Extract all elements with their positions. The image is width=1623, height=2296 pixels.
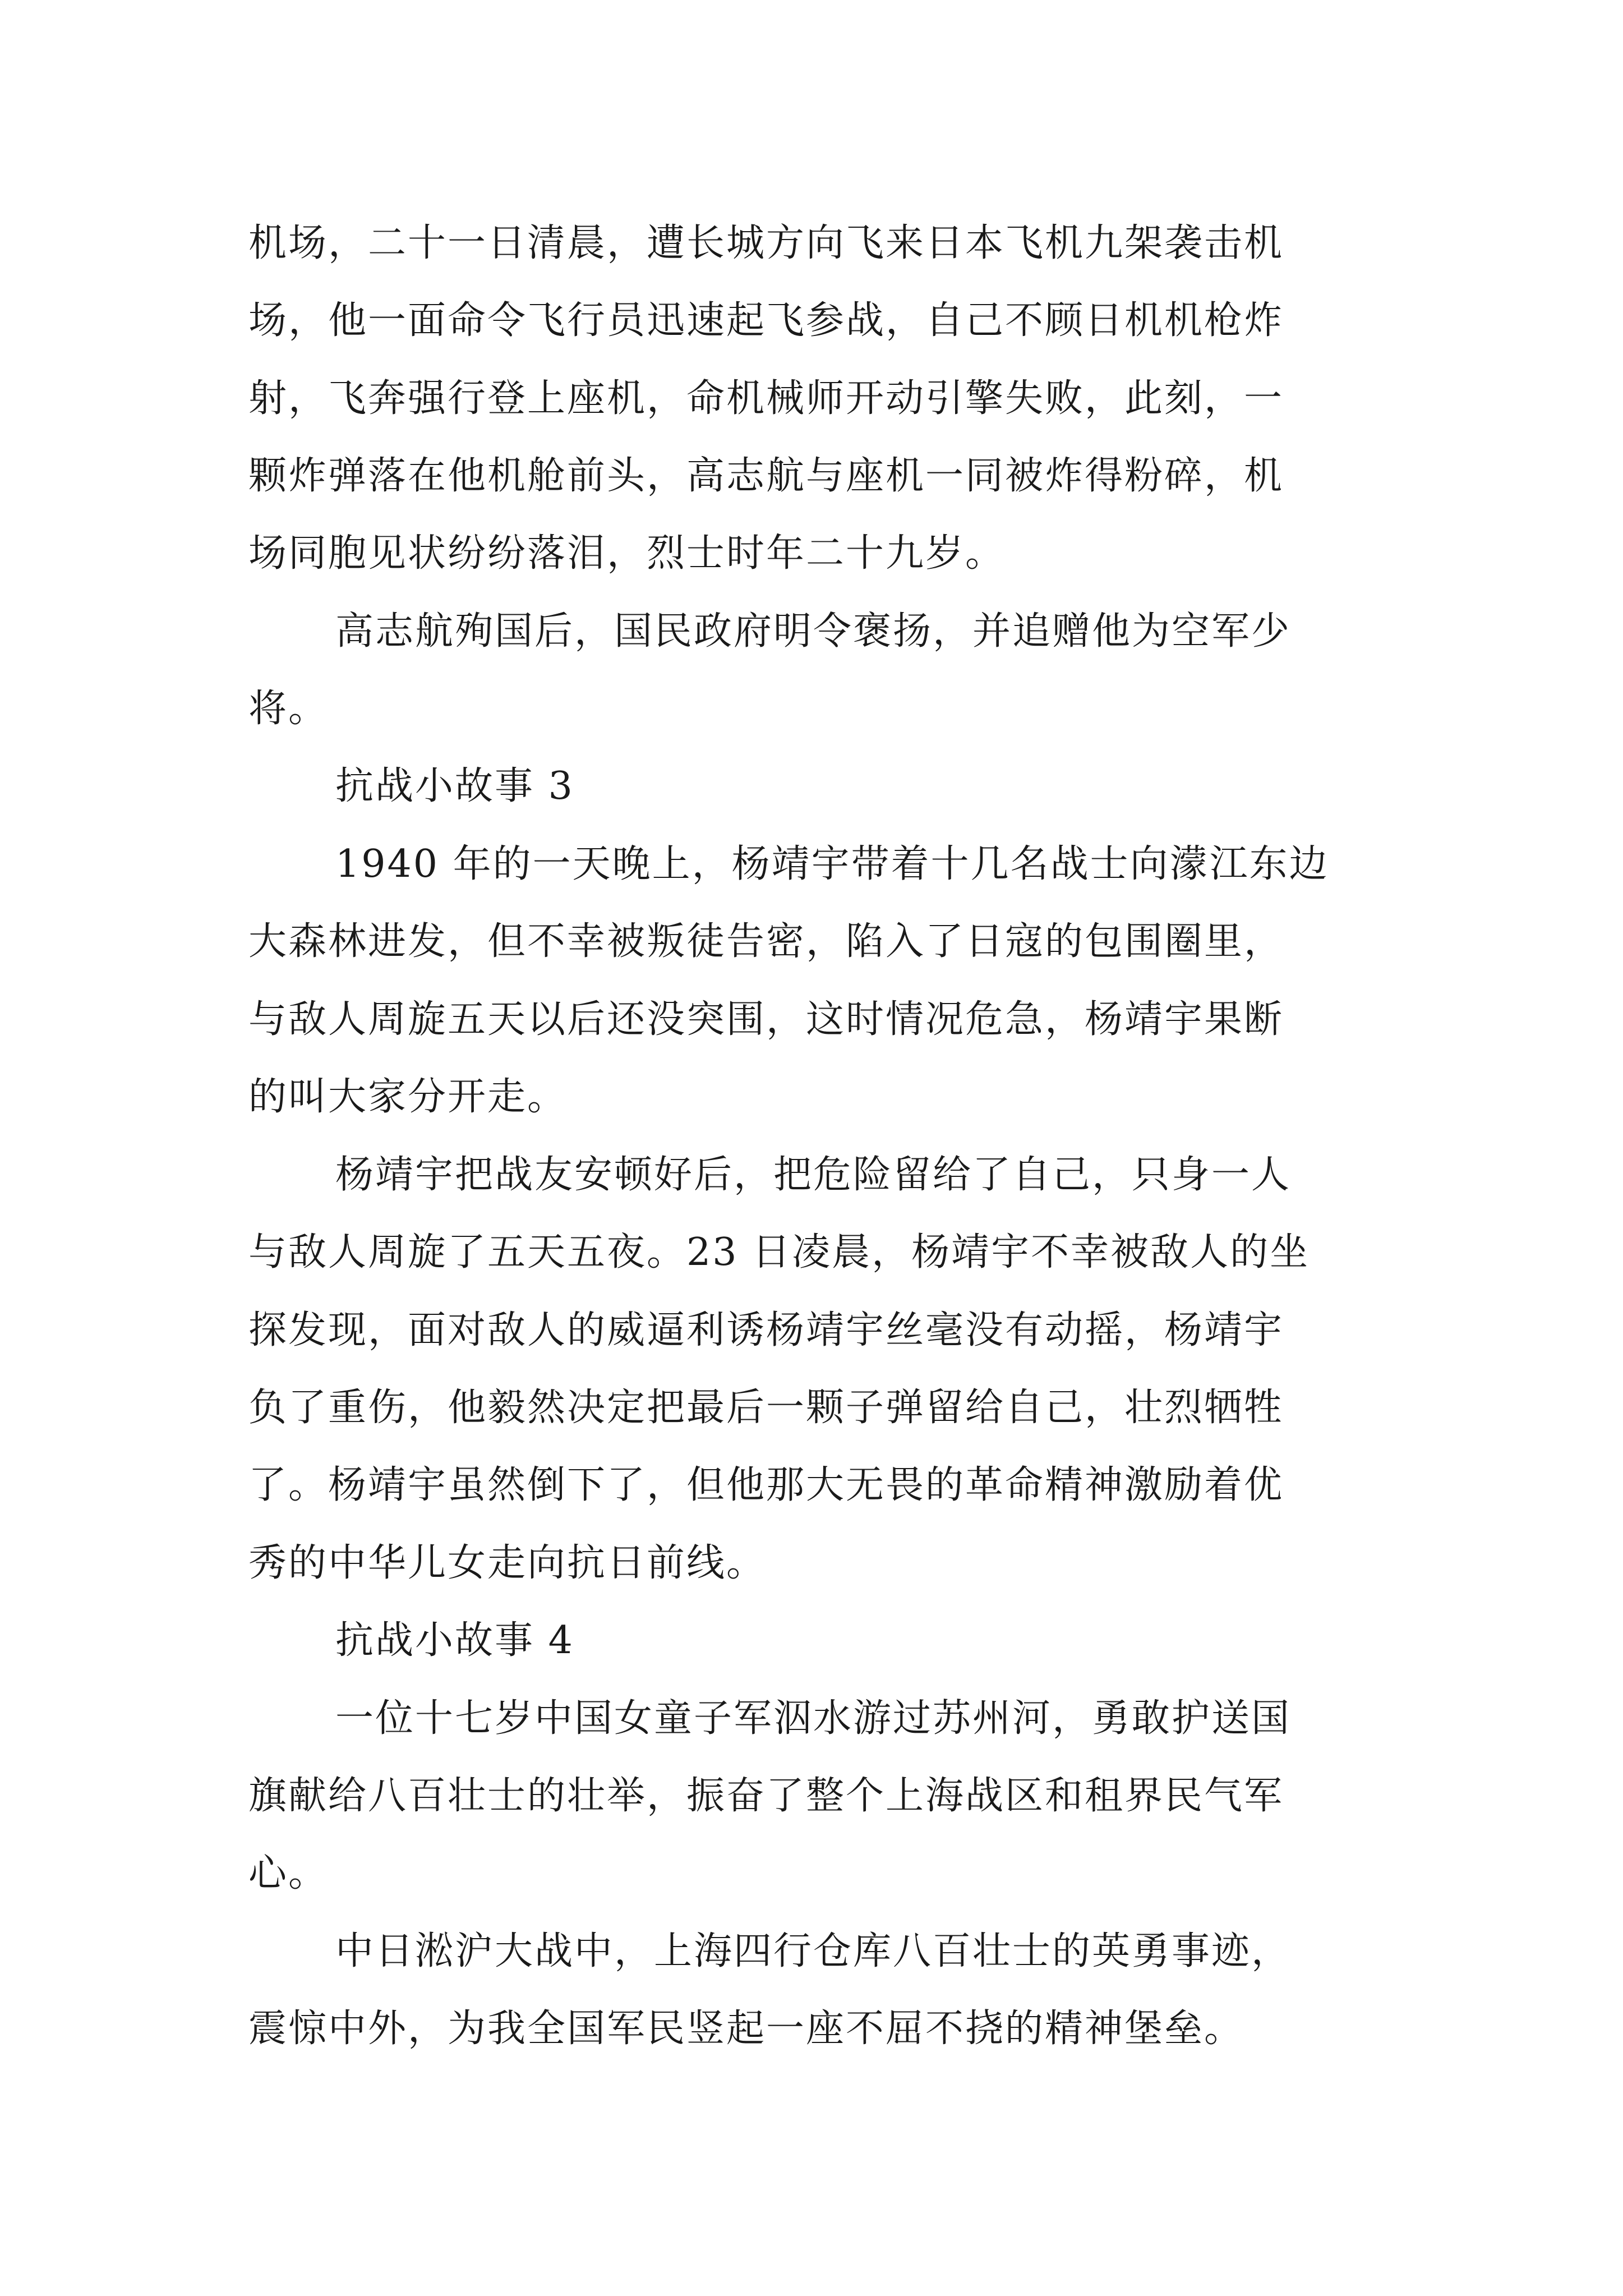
text-line: 旗献给八百壮士的壮举，振奋了整个上海战区和租界民气军 [248, 1774, 1284, 1818]
text-line: 场，他一面命令飞行员迅速起飞参战，自己不顾日机机枪炸 [248, 298, 1284, 343]
text-line: 的叫大家分开走。 [248, 1075, 568, 1119]
text-line: 1940 年的一天晚上，杨靖宇带着十几名战士向濛江东边 [335, 842, 1329, 886]
text-line: 机场，二十一日清晨，遭长城方向飞来日本飞机九架袭击机 [248, 221, 1284, 265]
text-line: 了。杨靖宇虽然倒下了，但他那大无畏的革命精神激励着优 [248, 1463, 1284, 1507]
text-line: 将。 [248, 687, 329, 731]
text-line: 场同胞见状纷纷落泪，烈士时年二十九岁。 [248, 531, 1006, 576]
text-line: 射，飞奔强行登上座机，命机械师开动引擎失败，此刻，一 [248, 376, 1284, 421]
text-line: 颗炸弹落在他机舱前头，高志航与座机一同被炸得粉碎，机 [248, 454, 1284, 498]
text-line: 中日淞沪大战中，上海四行仓库八百壮士的英勇事迹， [335, 1929, 1292, 1973]
text-line: 探发现，面对敌人的威逼利诱杨靖宇丝毫没有动摇，杨靖宇 [248, 1308, 1284, 1352]
text-line: 心。 [248, 1851, 329, 1895]
text-line: 与敌人周旋五天以后还没突围，这时情况危急，杨靖宇果断 [248, 997, 1284, 1042]
section-heading: 抗战小故事 3 [335, 764, 574, 808]
text-line: 高志航殉国后，国民政府明令褒扬，并追赠他为空军少 [335, 609, 1292, 654]
section-heading: 抗战小故事 4 [335, 1618, 574, 1663]
text-line: 震惊中外，为我全国军民竖起一座不屈不挠的精神堡垒。 [248, 2007, 1244, 2051]
text-line: 秀的中华儿女走向抗日前线。 [248, 1541, 767, 1585]
text-line: 负了重伤，他毅然决定把最后一颗子弹留给自己，壮烈牺牲 [248, 1386, 1284, 1430]
text-line: 一位十七岁中国女童子军泅水游过苏州河，勇敢护送国 [335, 1696, 1292, 1741]
text-line: 与敌人周旋了五天五夜。23 日凌晨，杨靖宇不幸被敌人的坐 [248, 1230, 1310, 1274]
text-line: 杨靖宇把战友安顿好后，把危险留给了自己，只身一人 [335, 1153, 1292, 1197]
text-line: 大森林进发，但不幸被叛徒告密，陷入了日寇的包围圈里， [248, 919, 1284, 964]
